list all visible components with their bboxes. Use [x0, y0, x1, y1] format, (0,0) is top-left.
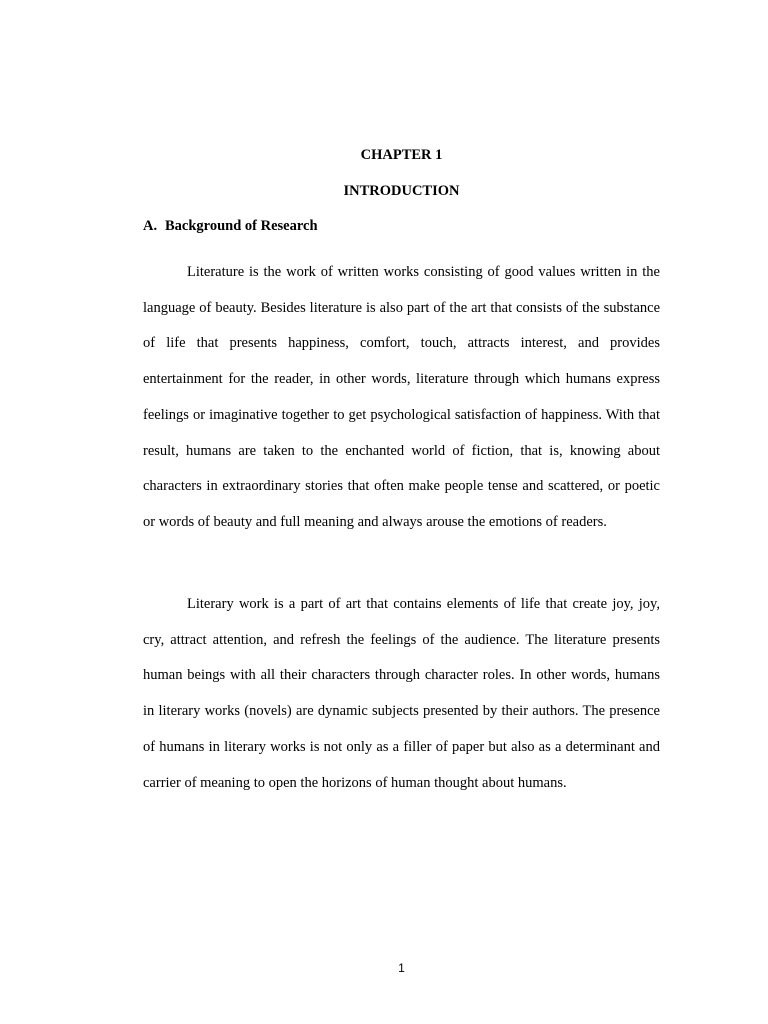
chapter-title: INTRODUCTION: [343, 183, 460, 199]
page-number: 1: [398, 961, 405, 975]
chapter-number: CHAPTER 1: [360, 147, 443, 163]
body-paragraph-1: Literature is the work of written works consisting of good values written in the language of beauty. Besides literature is also part of the art that consists of the substance of life that presents happiness, comfort, touch, attracts interest, and provides entertainment for the reader, in other words, literature through which humans express feelings or imaginative together to get psychological satisfaction of happiness. With that result, humans are taken to the enchanted world of fiction, that is, knowing about characters in extraordinary stories that often make people tense and scattered, or poetic or words of beauty and full meaning and always arouse the emotions of readers.: [143, 264, 660, 530]
body-paragraph-2: Literary work is a part of art that contains elements of life that create joy, joy, cry, attract attention, and refresh the feelings of the audience. The literature presents human beings with all their characters through character roles. In other words, humans in literary works (novels) are dynamic subjects presented by their authors. The presence of humans in literary works is not only as a filler of paper but also as a determinant and carrier of meaning to open the horizons of human thought about humans.: [143, 596, 660, 791]
section-letter: A.: [143, 218, 158, 234]
section-heading: [143, 216, 660, 236]
section-title: Background of Research: [165, 218, 318, 234]
